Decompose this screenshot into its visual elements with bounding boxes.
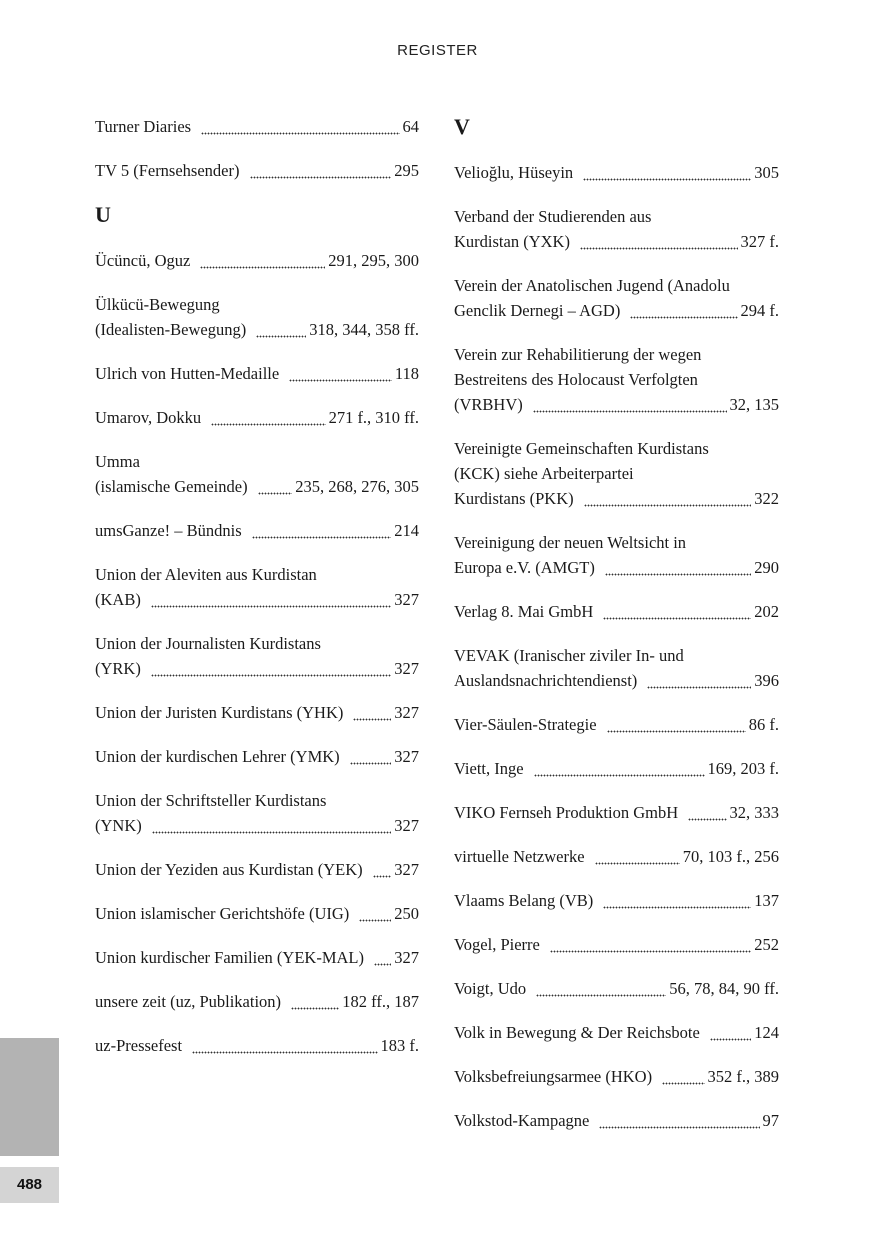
index-entries-v: [454, 160, 779, 1133]
index-term: Vogel, Pierre: [454, 935, 540, 954]
index-entry-line: [95, 744, 419, 769]
dot-leader: [151, 671, 391, 679]
index-entry: [95, 631, 419, 681]
dot-leader: [536, 991, 666, 999]
index-entry: [454, 756, 779, 781]
index-term: Umma: [95, 452, 140, 471]
index-entry-line: [454, 643, 779, 668]
index-term: Turner Diaries: [95, 117, 192, 136]
index-entry: [95, 788, 419, 838]
dot-leader: [353, 715, 391, 723]
dot-leader: [374, 960, 391, 968]
page-references: 86 f.: [748, 715, 779, 734]
page-references: 250: [394, 904, 419, 923]
index-entry-line: [454, 800, 779, 825]
index-entry: [95, 518, 419, 543]
page-references: 70, 103 f., 256: [682, 847, 779, 866]
index-entry-line: [454, 367, 779, 392]
index-entry: [95, 1033, 419, 1058]
index-entry-line: [454, 555, 779, 580]
index-entry-line: [454, 756, 779, 781]
index-term: (islamische Gemeinde): [95, 477, 248, 496]
index-entry-line: [454, 530, 779, 555]
index-term: Vlaams Belang (VB): [454, 891, 594, 910]
index-entry-line: [95, 114, 419, 139]
dot-leader: [250, 173, 392, 181]
page-references: 118: [394, 364, 419, 383]
index-term: umsGanze! – Bündnis: [95, 521, 242, 540]
index-entry-line: [95, 518, 419, 543]
index-term: TV 5 (Fernsehsender): [95, 161, 240, 180]
index-entries-t: [95, 114, 419, 183]
page-references: 294 f.: [740, 301, 779, 320]
index-entry: [95, 158, 419, 183]
index-entry-line: [454, 668, 779, 693]
index-entry: [95, 114, 419, 139]
index-entry: [95, 405, 419, 430]
index-term: Union der Juristen Kurdistans (YHK): [95, 703, 344, 722]
index-entry-line: [454, 298, 779, 323]
dot-leader: [603, 614, 751, 622]
index-entry-line: [454, 1020, 779, 1045]
section-letter-u: U: [95, 202, 111, 227]
index-term: Union der kurdischen Lehrer (YMK): [95, 747, 340, 766]
index-entry: [454, 599, 779, 624]
index-term: (KAB): [95, 590, 141, 609]
page-references: 352 f., 389: [707, 1067, 779, 1086]
index-entry: [95, 361, 419, 386]
dot-leader: [550, 947, 751, 955]
index-entry-line: [95, 317, 419, 342]
index-entry-line: [454, 1108, 779, 1133]
index-entry-line: [95, 587, 419, 612]
index-term: Viett, Inge: [454, 759, 524, 778]
index-entry-line: [95, 449, 419, 474]
page-references: 32, 333: [729, 803, 779, 822]
page-references: 305: [754, 163, 779, 182]
index-entry-line: [95, 474, 419, 499]
dot-leader: [584, 501, 752, 509]
index-entry-line: [454, 486, 779, 511]
dot-leader: [152, 828, 392, 836]
index-entry: [454, 204, 779, 254]
index-term: (YRK): [95, 659, 141, 678]
page-references: 327: [394, 948, 419, 967]
page-references: 290: [754, 558, 779, 577]
index-term: Verlag 8. Mai GmbH: [454, 602, 594, 621]
dot-leader: [599, 1123, 759, 1131]
index-entry: [454, 273, 779, 323]
index-entry: [454, 888, 779, 913]
index-entry: [454, 932, 779, 957]
page-references: 235, 268, 276, 305: [295, 477, 419, 496]
dot-leader: [289, 376, 392, 384]
page-references: 137: [754, 891, 779, 910]
page-number: 488: [0, 1167, 59, 1203]
index-entry-line: [95, 788, 419, 813]
page-references: 327: [394, 659, 419, 678]
page-references: 56, 78, 84, 90 ff.: [669, 979, 779, 998]
dot-leader: [647, 683, 751, 691]
index-entry-line: [95, 361, 419, 386]
index-term: Voigt, Udo: [454, 979, 527, 998]
index-term: (YNK): [95, 816, 142, 835]
index-entry-line: [95, 1033, 419, 1058]
index-term: Kurdistan (YXK): [454, 232, 570, 251]
page-references: 202: [754, 602, 779, 621]
index-entry-line: [95, 901, 419, 926]
page-references: 396: [754, 671, 779, 690]
index-entry-line: [95, 158, 419, 183]
index-entries-u: [95, 248, 419, 1058]
dot-leader: [607, 727, 746, 735]
index-term: Union der Aleviten aus Kurdistan: [95, 565, 317, 584]
index-entry: [95, 744, 419, 769]
page-references: 327: [394, 703, 419, 722]
index-entry-line: [95, 405, 419, 430]
index-entry: [95, 248, 419, 273]
index-entry-line: [454, 976, 779, 1001]
index-entry-line: [454, 461, 779, 486]
index-entry: [454, 800, 779, 825]
dot-leader: [373, 872, 392, 880]
index-entry-line: [454, 844, 779, 869]
page-references: 271 f., 310 ff.: [328, 408, 419, 427]
index-entry-line: [95, 989, 419, 1014]
index-entry-line: [454, 599, 779, 624]
index-entry-line: [454, 436, 779, 461]
index-entry-line: [95, 945, 419, 970]
index-entry: [454, 1064, 779, 1089]
page-references: 327: [394, 816, 419, 835]
index-entry-line: [454, 712, 779, 737]
index-entry: [454, 1020, 779, 1045]
dot-leader: [258, 489, 293, 497]
page-references: 327: [394, 860, 419, 879]
index-term: (KCK) siehe Arbeiterpartei: [454, 464, 634, 483]
page-references: 295: [394, 161, 419, 180]
index-entry: [95, 292, 419, 342]
dot-leader: [151, 602, 391, 610]
dot-leader: [688, 815, 726, 823]
index-entry: [95, 562, 419, 612]
index-entry: [454, 342, 779, 417]
index-term: Vier-Säulen-Strategie: [454, 715, 597, 734]
dot-leader: [533, 407, 727, 415]
index-term: Verein der Anatolischen Jugend (Anadolu: [454, 276, 730, 295]
dot-leader: [256, 332, 306, 340]
index-column-right: [454, 114, 779, 1152]
dot-leader: [192, 1048, 377, 1056]
index-entry: [454, 643, 779, 693]
index-entry-line: [95, 631, 419, 656]
index-term: Kurdistans (PKK): [454, 489, 574, 508]
dot-leader: [350, 759, 392, 767]
index-term: VEVAK (Iranischer ziviler In- und: [454, 646, 684, 665]
section-letter-v: V: [454, 114, 470, 139]
page-references: 322: [754, 489, 779, 508]
page-references: 169, 203 f.: [707, 759, 779, 778]
page-references: 182 ff., 187: [342, 992, 419, 1011]
page-references: 97: [762, 1111, 779, 1130]
page-references: 318, 344, 358 ff.: [309, 320, 419, 339]
index-term: Verband der Studierenden aus: [454, 207, 652, 226]
index-term: Europa e.V. (AMGT): [454, 558, 595, 577]
index-term: Vereinigung der neuen Weltsicht in: [454, 533, 687, 552]
index-entry: [454, 530, 779, 580]
dot-leader: [200, 263, 325, 271]
page-references: 327: [394, 590, 419, 609]
dot-leader: [710, 1035, 751, 1043]
index-term: (Idealisten-Bewegung): [95, 320, 247, 339]
index-entry-line: [454, 204, 779, 229]
dot-leader: [201, 129, 399, 137]
index-entry: [95, 700, 419, 725]
index-entry-line: [454, 888, 779, 913]
index-entry: [454, 976, 779, 1001]
index-term: Ülkücü-Bewegung: [95, 295, 220, 314]
page-references: 252: [754, 935, 779, 954]
index-entry-line: [95, 248, 419, 273]
index-term: VIKO Fernseh Produktion GmbH: [454, 803, 679, 822]
index-entry-line: [454, 342, 779, 367]
index-entry: [95, 449, 419, 499]
index-term: Union islamischer Gerichtshöfe (UIG): [95, 904, 350, 923]
page-references: 183 f.: [380, 1036, 419, 1055]
index-term: Ulrich von Hutten-Medaille: [95, 364, 280, 383]
index-entry-line: [454, 932, 779, 957]
index-entry-line: [454, 273, 779, 298]
index-entry: [454, 844, 779, 869]
dot-leader: [583, 175, 751, 183]
page-references: 32, 135: [729, 395, 779, 414]
index-term: Umarov, Dokku: [95, 408, 202, 427]
index-entry-line: [454, 160, 779, 185]
thumb-tab: [0, 1038, 59, 1156]
index-term: unsere zeit (uz, Publikation): [95, 992, 282, 1011]
index-term: (VRBHV): [454, 395, 523, 414]
index-entry: [454, 1108, 779, 1133]
dot-leader: [630, 313, 737, 321]
page-references: 327 f.: [740, 232, 779, 251]
dot-leader: [603, 903, 751, 911]
index-term: virtuelle Netzwerke: [454, 847, 585, 866]
dot-leader: [534, 771, 705, 779]
dot-leader: [359, 916, 391, 924]
index-entry-line: [454, 1064, 779, 1089]
index-term: Volkstod-Kampagne: [454, 1111, 590, 1130]
dot-leader: [211, 420, 325, 428]
index-term: Union der Journalisten Kurdistans: [95, 634, 321, 653]
index-term: Volksbefreiungsarmee (HKO): [454, 1067, 653, 1086]
index-entry-line: [95, 656, 419, 681]
dot-leader: [662, 1079, 704, 1087]
index-entry-line: [95, 292, 419, 317]
index-term: Velioğlu, Hüseyin: [454, 163, 574, 182]
index-term: Union der Schriftsteller Kurdistans: [95, 791, 327, 810]
dot-leader: [580, 244, 738, 252]
index-entry-line: [454, 392, 779, 417]
index-term: Vereinigte Gemeinschaften Kurdistans: [454, 439, 709, 458]
index-term: Genclik Dernegi – AGD): [454, 301, 621, 320]
index-entry-line: [454, 229, 779, 254]
index-entry-line: [95, 857, 419, 882]
index-entry: [454, 436, 779, 511]
index-term: Bestreitens des Holocaust Verfolgten: [454, 370, 698, 389]
index-term: Volk in Bewegung & Der Reichsbote: [454, 1023, 700, 1042]
page-references: 124: [754, 1023, 779, 1042]
index-entry: [454, 712, 779, 737]
index-entry-line: [95, 562, 419, 587]
index-entry-line: [95, 813, 419, 838]
index-column-left: [95, 114, 419, 1077]
index-term: Ücüncü, Oguz: [95, 251, 191, 270]
index-term: Verein zur Rehabilitierung der wegen: [454, 345, 702, 364]
index-entry: [95, 989, 419, 1014]
index-term: Union kurdischer Familien (YEK-MAL): [95, 948, 364, 967]
page-references: 64: [402, 117, 419, 136]
index-entry: [95, 857, 419, 882]
index-entry-line: [95, 700, 419, 725]
page-references: 214: [394, 521, 419, 540]
index-entry: [454, 160, 779, 185]
page-references: 327: [394, 747, 419, 766]
index-term: Union der Yeziden aus Kurdistan (YEK): [95, 860, 363, 879]
running-header: REGISTER: [397, 42, 478, 59]
dot-leader: [252, 533, 392, 541]
dot-leader: [605, 570, 751, 578]
index-entry: [95, 901, 419, 926]
index-term: uz-Pressefest: [95, 1036, 183, 1055]
dot-leader: [291, 1004, 339, 1012]
page-references: 291, 295, 300: [328, 251, 419, 270]
index-entry: [95, 945, 419, 970]
index-term: Auslandsnachrichtendienst): [454, 671, 638, 690]
dot-leader: [595, 859, 680, 867]
